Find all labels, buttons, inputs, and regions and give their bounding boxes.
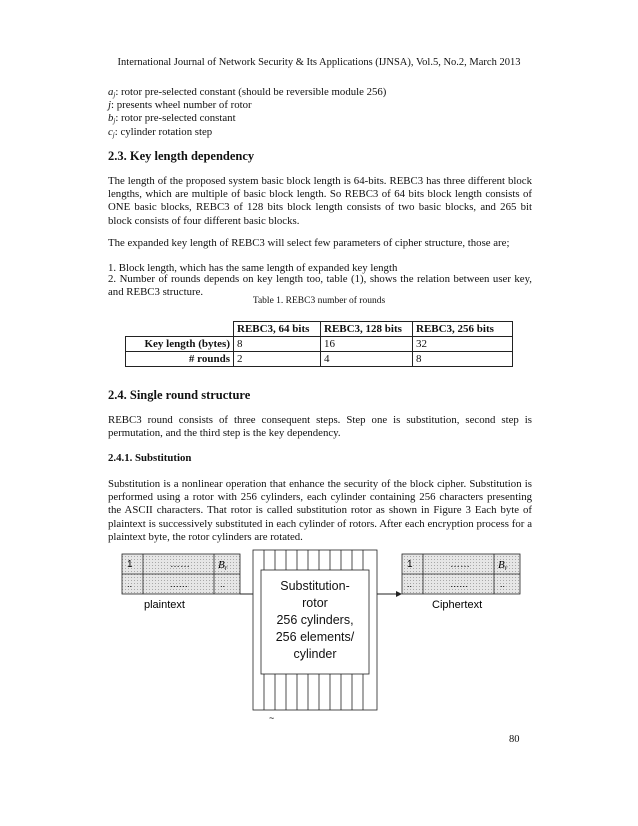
plaintext-cell-dots: ..: [127, 579, 133, 589]
substitution-rotor-figure: [118, 546, 528, 724]
section-2-4-1-title: 2.4.1. Substitution: [108, 452, 192, 464]
definitions-list: [108, 86, 532, 139]
rotor-label-line5: cylinder: [293, 647, 337, 661]
section-2-4-1-para1: Substitution is a nonlinear operation that enhance the security of the block cipher. Substitution is performed using a rotor with 256 cylinders, each cylinder containing 256 characters presenting the ASCII characters. That rotor is called substitution rotor as shown in Figure 3 Each byte of plaintext is successively substituted in each cylinder of rotors. After each encryption process for a plaintext byte, the rotor cylinders are rotated.: [108, 478, 532, 543]
rotor-label-line1: Substitution-: [280, 579, 350, 593]
table-cell: 8: [234, 337, 321, 352]
definition-aj: $a_j$: rotor pre-selected constant (should be reversible module 256): [108, 86, 387, 99]
ciphertext-cell-dots2: ..: [500, 579, 506, 589]
rounds-table: [125, 321, 513, 367]
definition-cj: $c_j$: cylinder rotation step: [108, 125, 213, 139]
table-cell: 2: [234, 352, 321, 367]
ciphertext-label: Ciphertext: [432, 599, 483, 611]
section-2-4-para1: REBC3 round consists of three consequent steps. Step one is substitution, second step is permutation, and the third step is the key dependency.: [108, 414, 532, 440]
table-cell: 32: [413, 337, 513, 352]
figure-tick-mark: ~: [269, 713, 275, 723]
plaintext-label: plaintext: [144, 599, 185, 611]
ciphertext-cell-ellipsis2: ……: [450, 579, 468, 589]
definition-j: j: presents wheel number of rotor: [108, 99, 252, 112]
table-header-cell: REBC3, 256 bits: [413, 322, 513, 337]
section-2-3-list2: 2. Number of rounds depends on key length too, table (1), shows the relation between user key, and REBC3 structure.: [108, 273, 532, 299]
plaintext-cell-br-sub: r: [224, 564, 228, 572]
table-header-row: [126, 322, 513, 337]
section-2-3-para2: The expanded key length of REBC3 will select few parameters of cipher structure, those are;: [108, 237, 510, 249]
rotor-label-line4: 256 elements/: [275, 630, 355, 644]
section-2-4-title: 2.4. Single round structure: [108, 388, 251, 402]
definition-bj: $b_j$: rotor pre-selected constant: [108, 112, 236, 126]
table-row-label: Key length (bytes): [126, 337, 234, 352]
plaintext-cell-ellipsis2: ……: [170, 579, 188, 589]
plaintext-block: [122, 554, 240, 611]
section-2-3-list1: 1. Block length, which has the same length of expanded key length: [108, 262, 398, 274]
table-cell: 8: [413, 352, 513, 367]
substitution-rotor: [253, 550, 377, 710]
ciphertext-cell-br: B: [498, 559, 505, 571]
ciphertext-cell-first: 1: [407, 559, 413, 570]
rotor-label-line2: rotor: [302, 596, 328, 610]
section-2-3-title: 2.3. Key length dependency: [108, 149, 255, 163]
table-header-cell: REBC3, 64 bits: [234, 322, 321, 337]
table-cell: 16: [321, 337, 413, 352]
journal-header: International Journal of Network Security & Its Applications (IJNSA), Vol.5, No.2, March 2013: [117, 57, 521, 68]
page-number: 80: [509, 734, 520, 745]
ciphertext-cell-br-sub: r: [504, 564, 508, 572]
plaintext-cell-first: 1: [127, 559, 133, 570]
table-corner: [126, 322, 234, 337]
plaintext-cell-br: B: [218, 559, 225, 571]
rotor-label-line3: 256 cylinders,: [276, 613, 354, 627]
table-header-cell: REBC3, 128 bits: [321, 322, 413, 337]
table-row: [126, 352, 513, 367]
ciphertext-block: [402, 554, 520, 611]
plaintext-cell-dots2: ..: [220, 579, 226, 589]
plaintext-cell-ellipsis: ……: [170, 559, 190, 570]
table-row-label: # rounds: [126, 352, 234, 367]
ciphertext-cell-dots: ..: [407, 579, 413, 589]
table-row: [126, 337, 513, 352]
table-caption: Table 1. REBC3 number of rounds: [252, 296, 386, 306]
table-cell: 4: [321, 352, 413, 367]
section-2-3-para1: The length of the proposed system basic block length is 64-bits. REBC3 has three different block lengths, which are multiple of basic block length. So REBC3 of 64 bits block length consists of ONE basic blocks, REBC3 of 128 bits block length consists of two basic blocks, and 265 bit block consists of four different basic blocks.: [108, 175, 532, 227]
ciphertext-cell-ellipsis: ……: [450, 559, 470, 570]
